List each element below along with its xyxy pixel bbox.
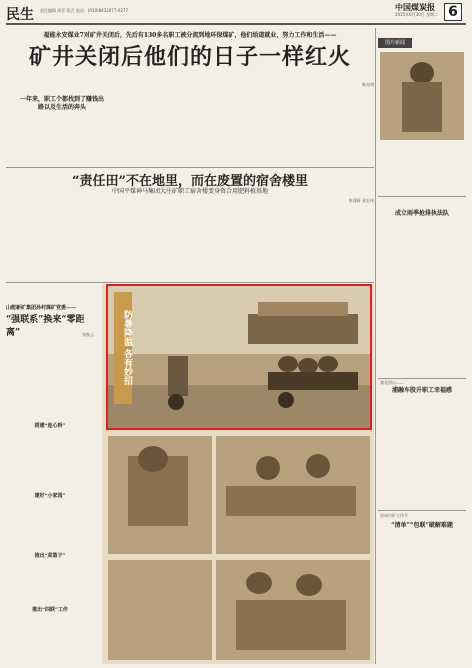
story2-headline[interactable]: “责任田”不在地里，而在废置的宿舍楼里 — [72, 174, 308, 189]
header-rule — [6, 23, 466, 25]
divider — [378, 510, 466, 511]
story2-text-col2 — [98, 208, 186, 280]
highlight-frame — [106, 284, 372, 430]
story1-subhead: 一年来，职工个都找到了赚钱出路以及生活的奔头 — [19, 96, 104, 111]
story1-text-col2 — [104, 90, 188, 166]
feature-caption — [114, 570, 206, 654]
right-column-photo[interactable] — [380, 52, 464, 140]
divider — [6, 282, 374, 283]
story3-subtitle: 推出“四联”工作 — [32, 607, 68, 613]
story2-text-col1 — [6, 208, 94, 280]
editor-line: 责任编辑 周菲 版式 电话：(010)8432077-0277 — [40, 8, 129, 13]
right-text-2 — [380, 396, 464, 508]
story3-text-c — [6, 500, 94, 550]
paper-name: 中国煤炭报 — [395, 2, 435, 12]
story3-text-e — [6, 614, 94, 664]
paper-date: 2015年6月30日 星期二 — [395, 12, 439, 17]
story3-text-b — [6, 430, 94, 490]
story1-byline: 陈光明 — [362, 82, 374, 87]
story3-subtitle: 建好“小家园” — [34, 493, 66, 499]
story3-text-d — [6, 560, 94, 604]
right-headline-1[interactable]: 成立雨季抢排执法队 — [394, 210, 449, 217]
story2-text-col3 — [190, 208, 278, 280]
story1-kicker: 福能永安煤业7对矿井关闭后，先后有130多名职工被分流到地环保煤矿，他们给道就业，努力工作和生活—— — [43, 32, 337, 39]
story3-text-a — [6, 340, 94, 420]
story3-subtitle: 推出“菜篮子” — [34, 553, 66, 559]
column-divider — [375, 28, 376, 664]
story1-text-col4 — [284, 90, 372, 166]
right-text-1 — [380, 218, 464, 376]
feature-photo-miner[interactable] — [108, 436, 212, 554]
feature-photo-workers[interactable] — [216, 560, 370, 660]
story1-headline[interactable]: 矿井关闭后他们的日子一样红火 — [28, 44, 351, 70]
right-photo-caption — [380, 144, 464, 190]
right-column-tag: 图片新闻 — [378, 38, 412, 48]
right-headline-3[interactable]: “清单”“包联”破解难题 — [391, 522, 453, 529]
feature-vertical-title: 防暑降温 各有妙招 — [114, 292, 132, 404]
feature-photo-canteen[interactable] — [216, 436, 370, 554]
right-kicker-3: 黑州市矿工作平 — [380, 513, 408, 518]
story2-byline: 陈建新 张宏伟 — [348, 198, 374, 203]
right-kicker-2: 湖北团山—— — [380, 380, 404, 385]
story1-text-col3 — [192, 90, 280, 166]
divider — [378, 196, 466, 197]
right-text-3 — [380, 532, 464, 662]
story3-subhead: 张秋云 — [82, 332, 94, 337]
right-headline-2[interactable]: 浦融车股升职工幸福感 — [391, 387, 452, 394]
story2-kicker: 中国平煤神马集团大庄矿职工宿舍楼变身资合用肥料植基地 — [111, 188, 268, 195]
section-title: 民生 — [6, 7, 34, 23]
story2-text-col4 — [282, 208, 372, 280]
story3-kicker: 山能新矿集团孙村煤矿党委—— — [6, 305, 77, 311]
divider — [378, 378, 466, 379]
divider — [6, 167, 374, 168]
story1-text-col1 — [6, 126, 100, 166]
page-number: 6 — [444, 3, 462, 21]
story3-subtitle: 搭建“连心桥” — [34, 423, 66, 429]
story3-headline[interactable]: “强联系”换来“零距离” — [6, 315, 85, 338]
